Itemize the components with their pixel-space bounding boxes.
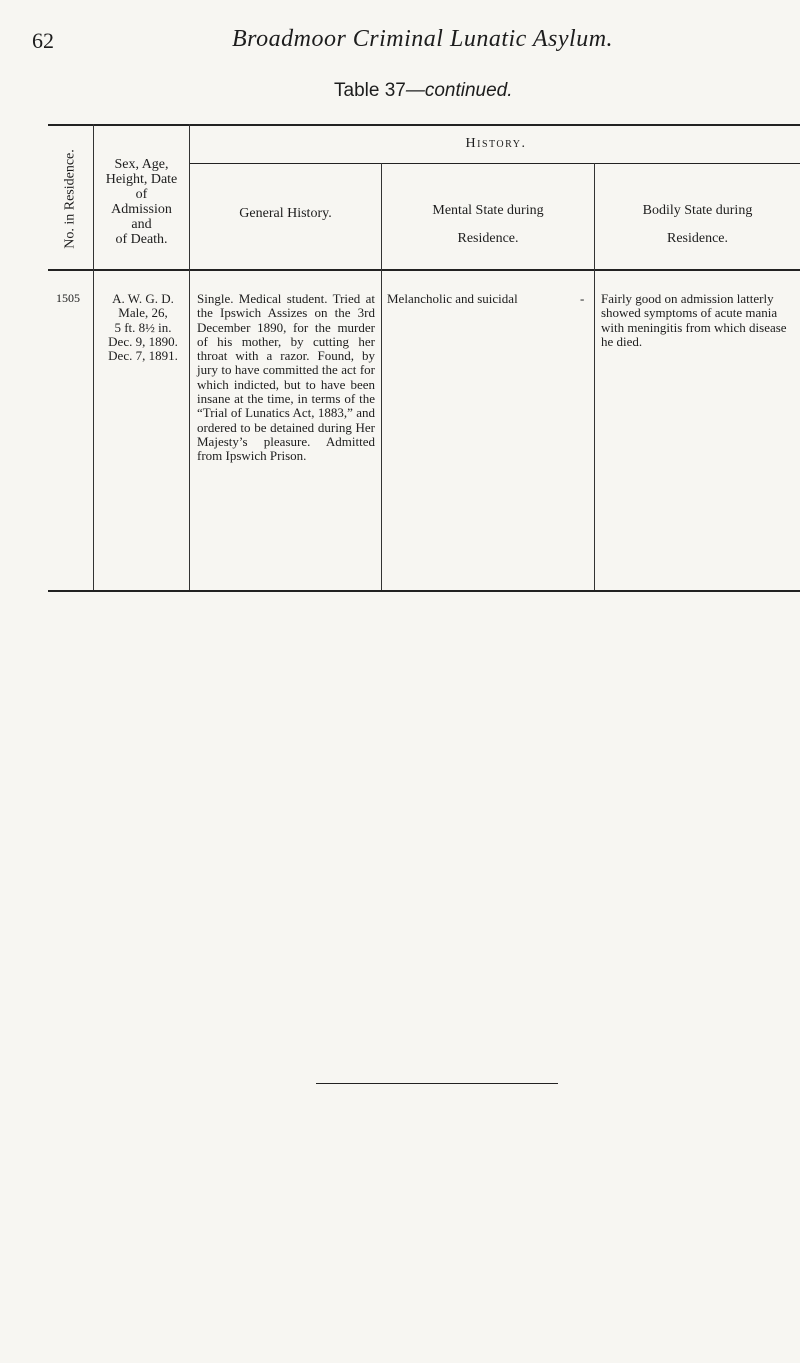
col-divider-2 xyxy=(189,124,190,590)
header-sex-age: Sex, Age, Height, Date of Admission and of Death. xyxy=(105,157,178,247)
row-bodily-state: Fairly good on admission latterly showed symptoms of acute mania with meningitis from which disease he died. xyxy=(601,291,787,349)
row-general-history: Single. Medical student. Tried at the Ipswich Assizes on the 3rd December 1890, for the murder of his mother, by cutting her throat with a razor. Found, by jury to have committed the act for which indicted, but to have been insane at the time, in terms of the “Trial of Lunatics Act, 1883,” and ordered to be detained during Her Majesty’s pleasure. Admitted from Ipswich Prison. xyxy=(197,291,375,464)
history-sub-rule xyxy=(190,163,800,164)
table-title-suffix: —continued. xyxy=(405,80,513,101)
row-mental-state: Melancholic and suicidal xyxy=(387,291,518,306)
row-mental-dash: - xyxy=(580,291,585,306)
table-title xyxy=(334,80,513,102)
header-history: History. xyxy=(465,136,527,151)
table-title-main: Table 37 xyxy=(334,80,406,101)
table-bottom-rule xyxy=(48,590,800,592)
row-number: 1505 xyxy=(56,291,80,305)
page-number: 62 xyxy=(32,28,54,53)
table-top-rule xyxy=(48,124,800,126)
header-bottom-rule xyxy=(48,269,800,271)
row-sex-age: A. W. G. D. Male, 26, 5 ft. 8½ in. Dec. 9, 1890. Dec. 7, 1891. xyxy=(108,291,178,364)
header-bodily-state: Bodily State during Residence. xyxy=(642,203,753,246)
header-general-history: General History. xyxy=(239,206,332,221)
running-title: Broadmoor Criminal Lunatic Asylum. xyxy=(232,26,614,52)
header-mental-state: Mental State during Residence. xyxy=(432,203,544,246)
footer-rule xyxy=(316,1083,558,1084)
header-no-in-residence: No. in Residence. xyxy=(62,149,78,249)
